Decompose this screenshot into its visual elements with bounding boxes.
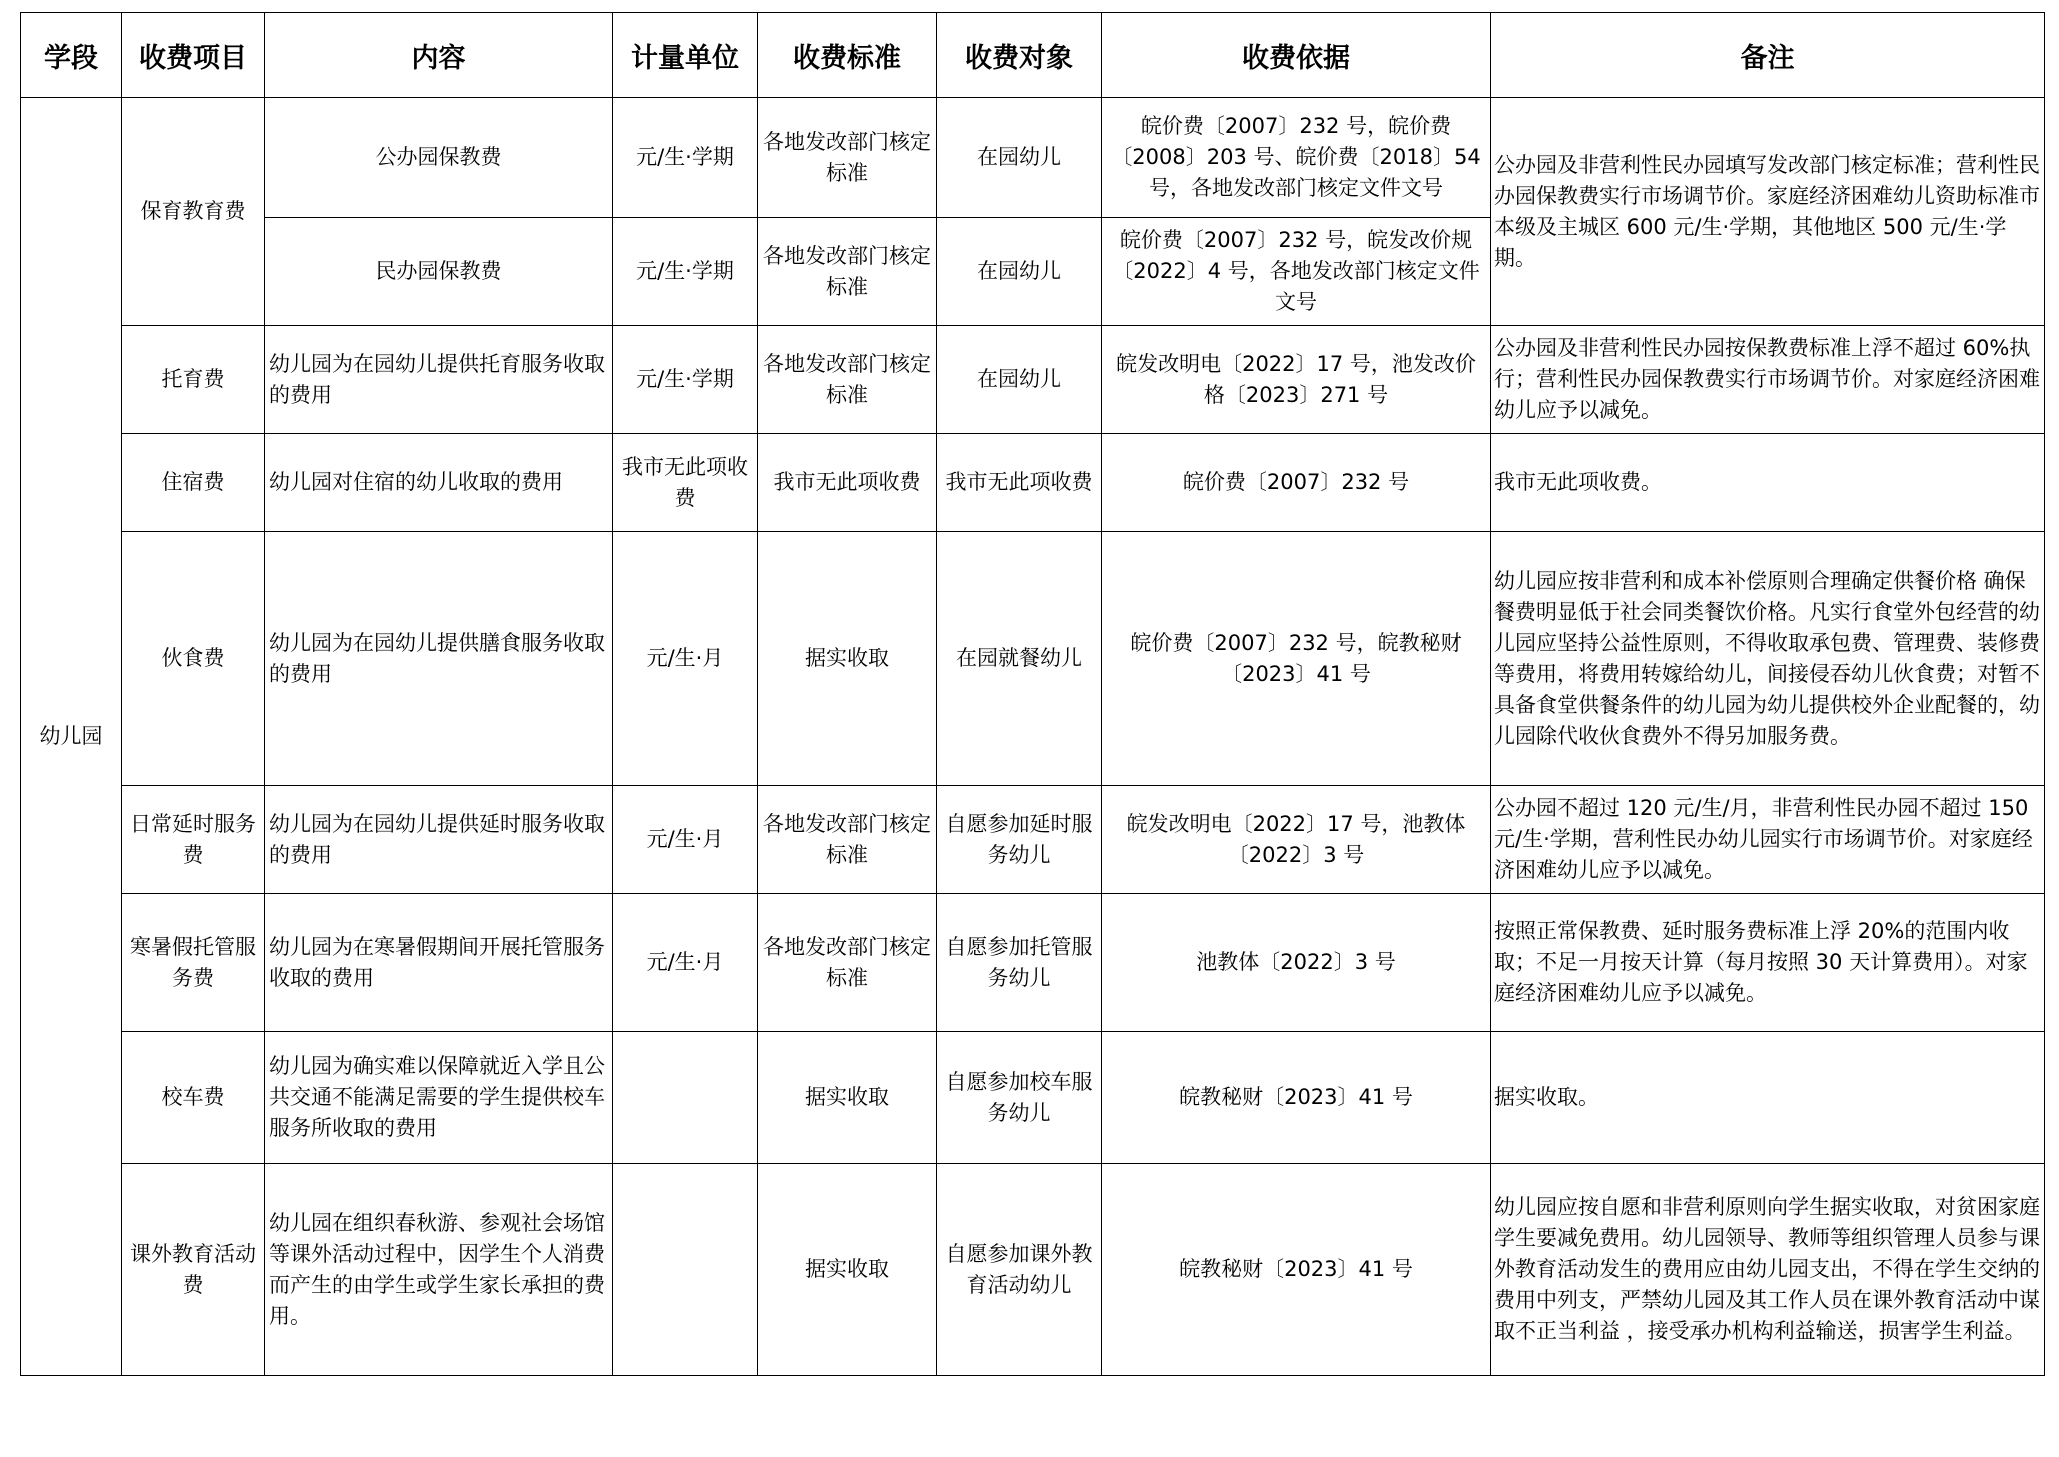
target-cell: 在园幼儿 [937,218,1102,326]
item-cell: 日常延时服务费 [122,786,265,894]
header-stage: 学段 [21,13,122,98]
table-row [21,98,2045,218]
note-cell: 幼儿园应按非营利和成本补偿原则合理确定供餐价格 确保餐费明显低于社会同类餐饮价格。凡实行食堂外包经营的幼儿园应坚持公益性原则，不得收取承包费、管理费、装修费等费用，将费用转嫁给幼儿，间接侵吞幼儿伙食费；对暂不具备食堂供餐条件的幼儿园为幼儿提供校外企业配餐的，幼儿园除代收伙食费外不得另加服务费。 [1491,532,2045,786]
content-cell: 民办园保教费 [265,218,613,326]
target-cell: 在园就餐幼儿 [937,532,1102,786]
fee-table [20,12,2045,1376]
table-row [21,786,2045,894]
item-cell: 保育教育费 [122,98,265,326]
content-cell: 幼儿园为在园幼儿提供托育服务收取的费用 [265,326,613,434]
basis-cell: 皖教秘财〔2023〕41 号 [1102,1032,1491,1164]
item-cell: 住宿费 [122,434,265,532]
basis-cell: 皖价费〔2007〕232 号，皖价费〔2008〕203 号、皖价费〔2018〕54 号，各地发改部门核定文件文号 [1102,98,1491,218]
target-cell: 我市无此项收费 [937,434,1102,532]
item-cell: 伙食费 [122,532,265,786]
item-cell: 课外教育活动费 [122,1164,265,1376]
basis-cell: 皖发改明电〔2022〕17 号，池发改价格〔2023〕271 号 [1102,326,1491,434]
basis-cell: 皖教秘财〔2023〕41 号 [1102,1164,1491,1376]
standard-cell: 据实收取 [758,1164,937,1376]
content-cell: 公办园保教费 [265,98,613,218]
content-cell: 幼儿园为在园幼儿提供延时服务收取的费用 [265,786,613,894]
standard-cell: 据实收取 [758,532,937,786]
stage-cell: 幼儿园 [21,98,122,1376]
standard-cell: 各地发改部门核定标准 [758,218,937,326]
note-cell: 据实收取。 [1491,1032,2045,1164]
header-basis: 收费依据 [1102,13,1491,98]
unit-cell: 元/生·月 [613,786,758,894]
item-cell: 寒暑假托管服务费 [122,894,265,1032]
unit-cell: 元/生·学期 [613,98,758,218]
header-row [21,13,2045,98]
unit-cell: 元/生·月 [613,532,758,786]
basis-cell: 池教体〔2022〕3 号 [1102,894,1491,1032]
item-cell: 托育费 [122,326,265,434]
table-row [21,434,2045,532]
basis-cell: 皖价费〔2007〕232 号，皖发改价规〔2022〕4 号，各地发改部门核定文件文号 [1102,218,1491,326]
item-cell: 校车费 [122,1032,265,1164]
table-row [21,326,2045,434]
content-cell: 幼儿园为在寒暑假期间开展托管服务收取的费用 [265,894,613,1032]
target-cell: 自愿参加课外教育活动幼儿 [937,1164,1102,1376]
standard-cell: 各地发改部门核定标准 [758,894,937,1032]
header-unit: 计量单位 [613,13,758,98]
table-row [21,1164,2045,1376]
standard-cell: 据实收取 [758,1032,937,1164]
target-cell: 在园幼儿 [937,326,1102,434]
standard-cell: 各地发改部门核定标准 [758,98,937,218]
table-row [21,1032,2045,1164]
note-cell: 公办园及非营利性民办园按保教费标准上浮不超过 60%执行；营利性民办园保教费实行市场调节价。对家庭经济困难幼儿应予以减免。 [1491,326,2045,434]
unit-cell: 元/生·学期 [613,326,758,434]
unit-cell: 元/生·学期 [613,218,758,326]
basis-cell: 皖发改明电〔2022〕17 号，池教体〔2022〕3 号 [1102,786,1491,894]
target-cell: 自愿参加校车服务幼儿 [937,1032,1102,1164]
header-content: 内容 [265,13,613,98]
content-cell: 幼儿园在组织春秋游、参观社会场馆等课外活动过程中，因学生个人消费而产生的由学生或学生家长承担的费用。 [265,1164,613,1376]
basis-cell: 皖价费〔2007〕232 号 [1102,434,1491,532]
content-cell: 幼儿园为在园幼儿提供膳食服务收取的费用 [265,532,613,786]
header-note: 备注 [1491,13,2045,98]
note-cell: 按照正常保教费、延时服务费标准上浮 20%的范围内收取；不足一月按天计算（每月按照 30 天计算费用）。对家庭经济困难幼儿应予以减免。 [1491,894,2045,1032]
header-item: 收费项目 [122,13,265,98]
unit-cell [613,1032,758,1164]
header-standard: 收费标准 [758,13,937,98]
note-cell: 公办园及非营利性民办园填写发改部门核定标准；营利性民办园保教费实行市场调节价。家庭经济困难幼儿资助标准市本级及主城区 600 元/生·学期，其他地区 500 元/生·学期。 [1491,98,2045,326]
note-cell: 我市无此项收费。 [1491,434,2045,532]
unit-cell: 我市无此项收费 [613,434,758,532]
basis-cell: 皖价费〔2007〕232 号，皖教秘财〔2023〕41 号 [1102,532,1491,786]
table-row [21,894,2045,1032]
unit-cell: 元/生·月 [613,894,758,1032]
header-target: 收费对象 [937,13,1102,98]
table-row [21,532,2045,786]
standard-cell: 我市无此项收费 [758,434,937,532]
unit-cell [613,1164,758,1376]
target-cell: 自愿参加延时服务幼儿 [937,786,1102,894]
content-cell: 幼儿园为确实难以保障就近入学且公共交通不能满足需要的学生提供校车服务所收取的费用 [265,1032,613,1164]
note-cell: 幼儿园应按自愿和非营利原则向学生据实收取，对贫困家庭学生要减免费用。幼儿园领导、教师等组织管理人员参与课外教育活动发生的费用应由幼儿园支出，不得在学生交纳的费用中列支，严禁幼儿园及其工作人员在课外教育活动中谋取不正当利益 ，接受承办机构利益输送，损害学生利益。 [1491,1164,2045,1376]
target-cell: 自愿参加托管服务幼儿 [937,894,1102,1032]
note-cell: 公办园不超过 120 元/生/月，非营利性民办园不超过 150 元/生·学期，营利性民办幼儿园实行市场调节价。对家庭经济困难幼儿应予以减免。 [1491,786,2045,894]
standard-cell: 各地发改部门核定标准 [758,786,937,894]
target-cell: 在园幼儿 [937,98,1102,218]
content-cell: 幼儿园对住宿的幼儿收取的费用 [265,434,613,532]
standard-cell: 各地发改部门核定标准 [758,326,937,434]
